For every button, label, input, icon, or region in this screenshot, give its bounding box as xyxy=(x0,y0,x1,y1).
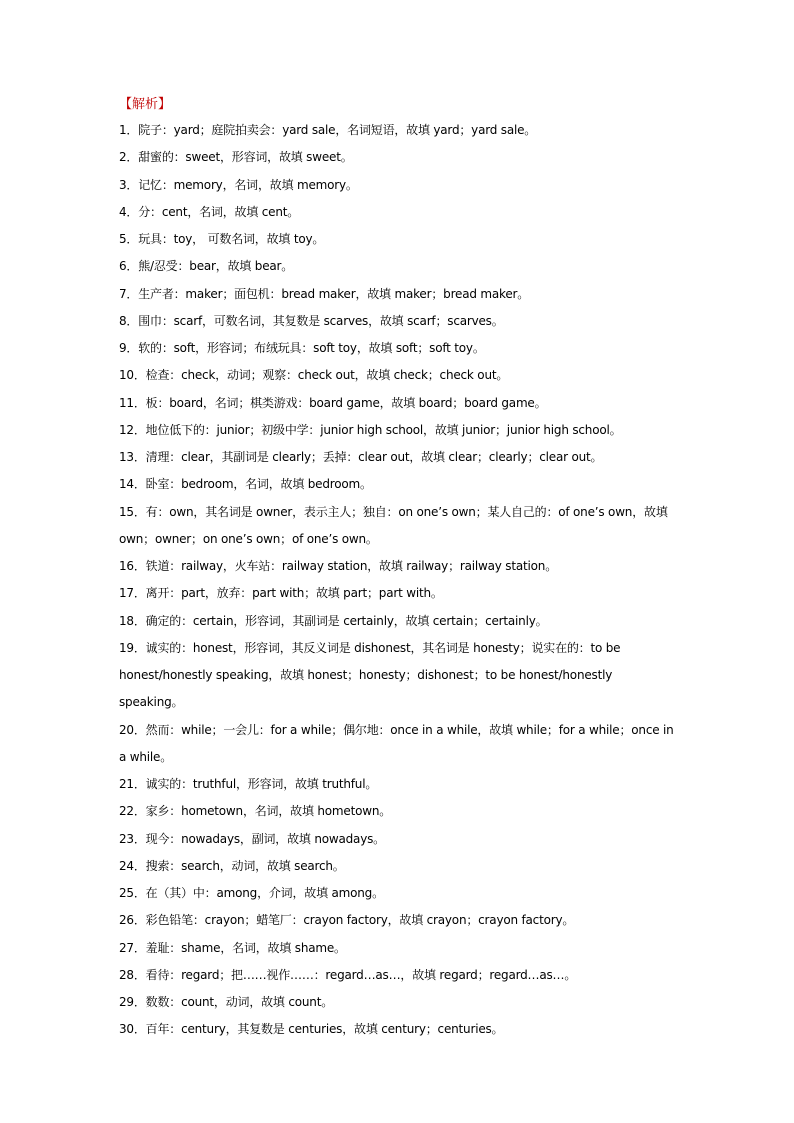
list-item: 9．软的：soft，形容词；布绒玩具：soft toy，故填 soft；soft toy。 xyxy=(119,341,485,355)
list-item: 26．彩色铅笔：crayon；蜡笔厂：crayon factory，故填 crayon；crayon factory。 xyxy=(119,913,575,928)
list-item: 3．记忆：memory，名词，故填 memory。 xyxy=(119,177,358,192)
list-item: 1．院子：yard；庭院拍卖会：yard sale，名词短语，故填 yard；yard sale。 xyxy=(119,123,537,137)
answer-list xyxy=(119,117,679,1044)
list-item: 8．围巾：scarf，可数名词，其复数是 scarves，故填 scarf；scarves。 xyxy=(119,313,504,328)
list-item: 25．在（其）中：among，介词，故填 among。 xyxy=(119,886,384,900)
list-item: 4．分：cent，名词，故填 cent。 xyxy=(119,204,300,219)
list-item: 17．离开：part，放弃：part with；故填 part；part with。 xyxy=(119,586,443,601)
list-item: 6．熊/忍受：bear，故填 bear。 xyxy=(119,259,294,274)
list-item: 19．诚实的：honest，形容词，其反义词是 dishonest，其名词是 honesty；说实在的：to be honest/honestly speaking，故填 honest；honesty；dishonest；to be honest/honestly speaking。 xyxy=(119,640,621,710)
list-item: 12．地位低下的：junior；初级中学：junior high school，故填 junior；junior high school。 xyxy=(119,422,622,437)
list-item: 5．玩具：toy， 可数名词，故填 toy。 xyxy=(119,232,325,246)
list-item: 14．卧室：bedroom，名词，故填 bedroom。 xyxy=(119,477,372,492)
list-item: 20．然而：while；一会儿：for a while；偶尔地：once in a while，故填 while；for a while；once in a while。 xyxy=(119,722,674,764)
list-item: 13．清理：clear，其副词是 clearly；丢掉：clear out，故填 clear；clearly；clear out。 xyxy=(119,450,603,464)
list-item: 22．家乡：hometown，名词，故填 hometown。 xyxy=(119,804,392,819)
document-page xyxy=(119,92,679,1044)
list-item: 18．确定的：certain，形容词，其副词是 certainly，故填 certain；certainly。 xyxy=(119,613,548,628)
list-item: 15．有：own，其名词是 owner，表示主人；独自：on one’s own；某人自己的：of one’s own，故填 own；owner；on one’s own；of one’s own。 xyxy=(119,504,668,546)
list-item: 28．看待：regard；把……视作……：regard…as…，故填 regard；regard…as…。 xyxy=(119,967,577,982)
list-item: 21．诚实的：truthful，形容词，故填 truthful。 xyxy=(119,777,378,791)
list-item: 24．搜索：search，动词，故填 search。 xyxy=(119,858,345,873)
list-item: 2．甜蜜的：sweet，形容词，故填 sweet。 xyxy=(119,150,353,165)
section-heading: 【解析】 xyxy=(119,97,172,112)
list-item: 30．百年：century，其复数是 centuries，故填 century；centuries。 xyxy=(119,1022,504,1037)
list-item: 11．板：board，名词；棋类游戏：board game，故填 board；board game。 xyxy=(119,395,547,410)
list-item: 23．现今：nowadays，副词，故填 nowadays。 xyxy=(119,831,385,846)
list-item: 29．数数：count，动词，故填 count。 xyxy=(119,995,333,1009)
list-item: 16．铁道：railway，火车站：railway station，故填 railway；railway station。 xyxy=(119,559,558,573)
list-item: 27．羞耻：shame，名词，故填 shame。 xyxy=(119,940,346,955)
list-item: 7．生产者：maker；面包机：bread maker，故填 maker；bread maker。 xyxy=(119,286,530,301)
list-item: 10．检查：check，动词；观察：check out，故填 check；check out。 xyxy=(119,368,509,383)
